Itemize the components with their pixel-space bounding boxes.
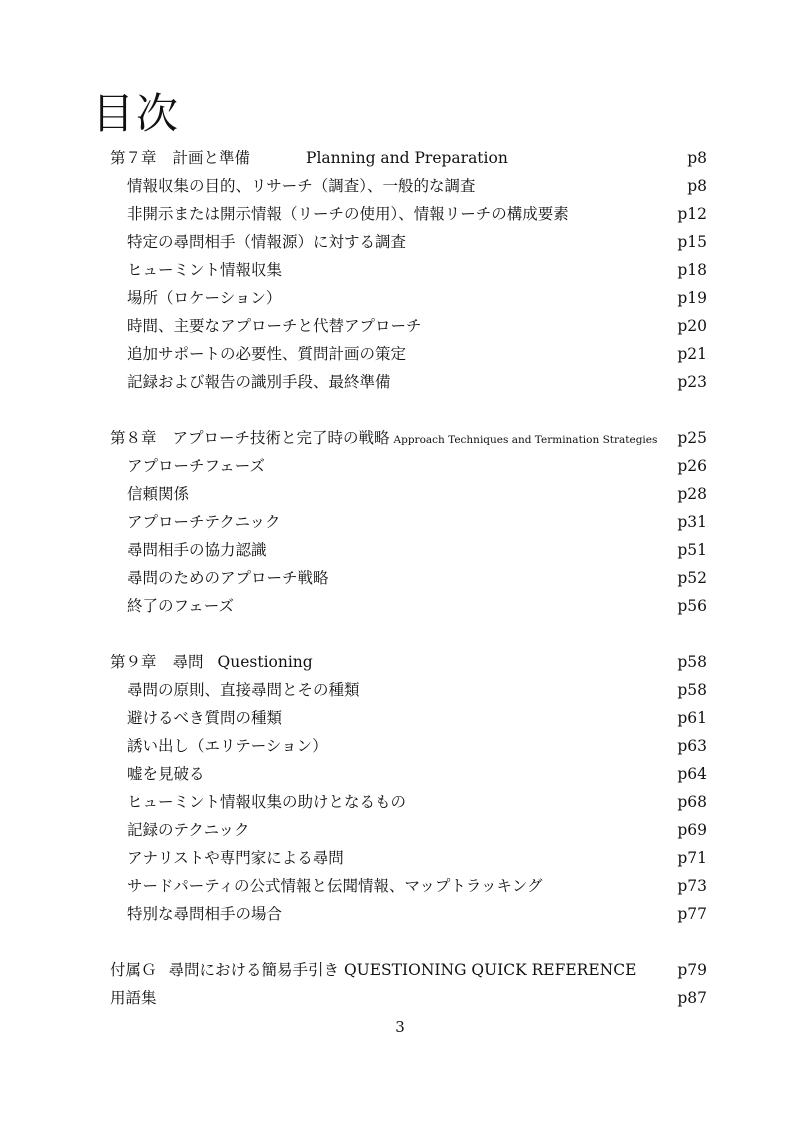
toc-item — [0, 368, 800, 396]
toc-item-page: p58 — [677, 681, 707, 699]
chapter-page: p25 — [677, 429, 707, 447]
toc-item — [0, 172, 800, 200]
toc-item-label: 誘い出し（エリテーション） — [127, 737, 328, 755]
toc-item — [0, 844, 800, 872]
toc-item-page: p21 — [677, 345, 707, 363]
toc-item — [0, 760, 800, 788]
chapter-page: p8 — [687, 149, 707, 167]
toc-item-page: p64 — [677, 765, 707, 783]
toc-item-label: 尋問相手の協力認識 — [127, 541, 267, 559]
toc-item — [0, 732, 800, 760]
toc-item-label: 避けるべき質問の種類 — [127, 709, 283, 727]
toc-item — [0, 788, 800, 816]
toc-item — [0, 228, 800, 256]
chapter-page: p58 — [677, 653, 707, 671]
appendix-title: 尋問における簡易手引き QUESTIONING QUICK REFERENCE — [168, 961, 637, 979]
toc-item-page: p19 — [677, 289, 707, 307]
chapter-title: アプローチ技術と完了時の戦略 — [172, 429, 390, 447]
toc-item — [0, 900, 800, 928]
toc-item — [0, 676, 800, 704]
toc-item — [0, 704, 800, 732]
toc-item — [0, 452, 800, 480]
chapter-english-title: Planning and Preparation — [306, 149, 508, 167]
toc-item-label: 場所（ロケーション） — [127, 289, 282, 307]
glossary-label: 用語集 — [110, 989, 157, 1007]
toc-glossary — [0, 984, 800, 1012]
chapter-english-title: Approach Techniques and Termination Strategies — [393, 434, 658, 446]
toc-appendix-g — [0, 956, 800, 984]
toc-item-page: p23 — [677, 373, 707, 391]
toc-item-page: p77 — [677, 905, 707, 923]
chapter-title: 尋問 — [172, 653, 204, 671]
toc-item-page: p18 — [677, 261, 707, 279]
toc-item — [0, 200, 800, 228]
toc-item-page: p63 — [677, 737, 707, 755]
toc-item-page: p68 — [677, 793, 707, 811]
toc-item — [0, 480, 800, 508]
page-title: 目次 — [92, 89, 181, 138]
toc-item-label: 情報収集の目的、リサーチ（調査）、一般的な調査 — [127, 177, 476, 195]
toc-item — [0, 816, 800, 844]
toc-item-page: p56 — [677, 597, 707, 615]
toc-item-page: p31 — [677, 513, 707, 531]
chapter-number: 第９章 — [110, 653, 157, 671]
toc-item-page: p52 — [677, 569, 707, 587]
toc-item-label: 終了のフェーズ — [127, 597, 234, 615]
toc-item — [0, 256, 800, 284]
toc-item-label: ヒューミント情報収集の助けとなるもの — [127, 793, 407, 811]
toc-item-page: p69 — [677, 821, 707, 839]
toc-item-label: 信頼関係 — [127, 485, 190, 503]
toc-item — [0, 284, 800, 312]
toc-item-label: 時間、主要なアプローチと代替アプローチ — [127, 317, 422, 335]
toc-chapter-9 — [0, 648, 800, 676]
chapter-title: 計画と準備 — [172, 149, 251, 167]
chapter-english-title: Questioning — [217, 653, 313, 671]
toc-item — [0, 592, 800, 620]
toc-item-label: アナリストや専門家による尋問 — [127, 849, 344, 867]
toc-item-label: 非開示または開示情報（リーチの使用）、情報リーチの構成要素 — [127, 205, 569, 223]
toc-item — [0, 340, 800, 368]
toc-item-label: 記録および報告の識別手段、最終準備 — [127, 373, 391, 391]
toc-chapter-8 — [0, 424, 800, 452]
toc-item-page: p51 — [677, 541, 707, 559]
toc-item — [0, 872, 800, 900]
toc-item-page: p28 — [677, 485, 707, 503]
toc-item — [0, 536, 800, 564]
toc-item-page: p12 — [677, 205, 707, 223]
toc-item-page: p20 — [677, 317, 707, 335]
toc-item-label: アプローチフェーズ — [127, 457, 265, 475]
toc-item-label: アプローチテクニック — [127, 513, 281, 531]
toc-item-label: 特別な尋問相手の場合 — [127, 905, 283, 923]
toc-item — [0, 508, 800, 536]
toc-item-label: 記録のテクニック — [127, 821, 250, 839]
toc-item-label: ヒューミント情報収集 — [127, 261, 283, 279]
toc-item-label: 尋問の原則、直接尋問とその種類 — [127, 681, 360, 699]
toc-chapter-7 — [0, 144, 800, 172]
toc-item-page: p73 — [677, 877, 707, 895]
toc-item-label: サードパーティの公式情報と伝聞情報、マップトラッキング — [127, 877, 543, 895]
toc-item-page: p26 — [677, 457, 707, 475]
chapter-number: 第７章 — [110, 149, 157, 167]
toc-item-page: p15 — [677, 233, 707, 251]
toc-item-label: 特定の尋問相手（情報源）に対する調査 — [127, 233, 407, 251]
toc-item-label: 嘘を見破る — [127, 765, 205, 783]
appendix-page: p79 — [677, 961, 707, 979]
toc-item-page: p61 — [677, 709, 707, 727]
toc-item — [0, 312, 800, 340]
toc-item-page: p8 — [687, 177, 707, 195]
appendix-number: 付属Ｇ — [110, 961, 157, 979]
toc-item-page: p71 — [677, 849, 707, 867]
glossary-page: p87 — [677, 989, 707, 1007]
page-number: 3 — [395, 1018, 405, 1036]
chapter-number: 第８章 — [110, 429, 157, 447]
toc-item-label: 尋問のためのアプローチ戦略 — [127, 569, 329, 587]
toc-item — [0, 564, 800, 592]
toc-item-label: 追加サポートの必要性、質問計画の策定 — [127, 345, 407, 363]
